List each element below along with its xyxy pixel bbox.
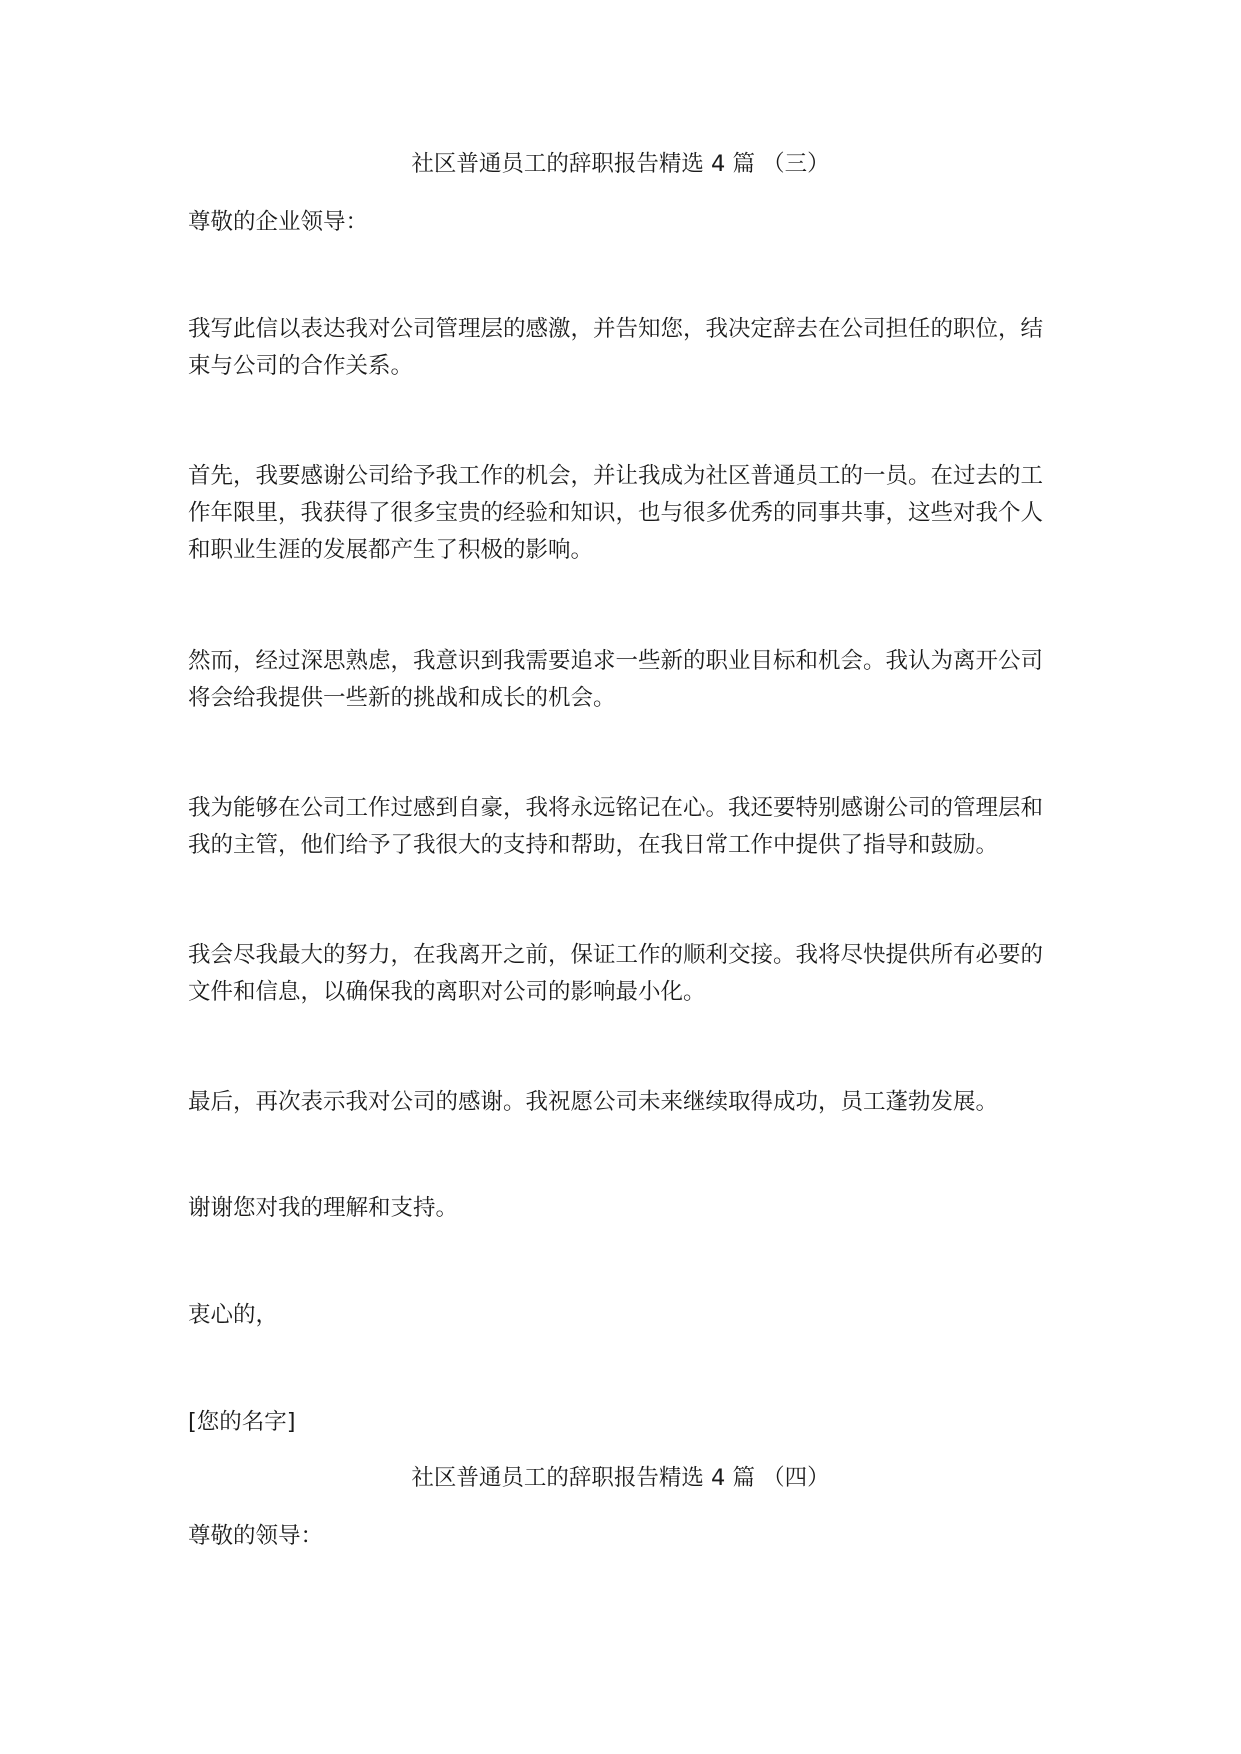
paragraph: 我写此信以表达我对公司管理层的感激，并告知您，我决定辞去在公司担任的职位，结束与公司的合作关系。 (188, 316, 1044, 379)
paragraph: 我为能够在公司工作过感到自豪，我将永远铭记在心。我还要特别感谢公司的管理层和我的主管，他们给予了我很大的支持和帮助，在我日常工作中提供了指导和鼓励。 (188, 795, 1044, 858)
section-3-title: 社区普通员工的辞职报告精选 4 篇 （三） (411, 151, 830, 177)
signature: [您的名字] (188, 1409, 296, 1435)
paragraph: 最后，再次表示我对公司的感谢。我祝愿公司未来继续取得成功，员工蓬勃发展。 (188, 1089, 999, 1115)
section-4-title: 社区普通员工的辞职报告精选 4 篇 （四） (411, 1465, 830, 1491)
paragraph: 谢谢您对我的理解和支持。 (188, 1195, 459, 1221)
paragraph: 首先，我要感谢公司给予我工作的机会，并让我成为社区普通员工的一员。在过去的工作年限里，我获得了很多宝贵的经验和知识，也与很多优秀的同事共事，这些对我个人和职业生涯的发展都产生了积极的影响。 (188, 463, 1044, 563)
section-4-salutation: 尊敬的领导： (188, 1523, 324, 1549)
paragraph: 然而，经过深思熟虑，我意识到我需要追求一些新的职业目标和机会。我认为离开公司将会给我提供一些新的挑战和成长的机会。 (188, 648, 1044, 711)
paragraph: 我会尽我最大的努力，在我离开之前，保证工作的顺利交接。我将尽快提供所有必要的文件和信息，以确保我的离职对公司的影响最小化。 (188, 942, 1044, 1005)
section-3-salutation: 尊敬的企业领导： (188, 209, 369, 235)
closing: 衷心的， (188, 1302, 279, 1328)
